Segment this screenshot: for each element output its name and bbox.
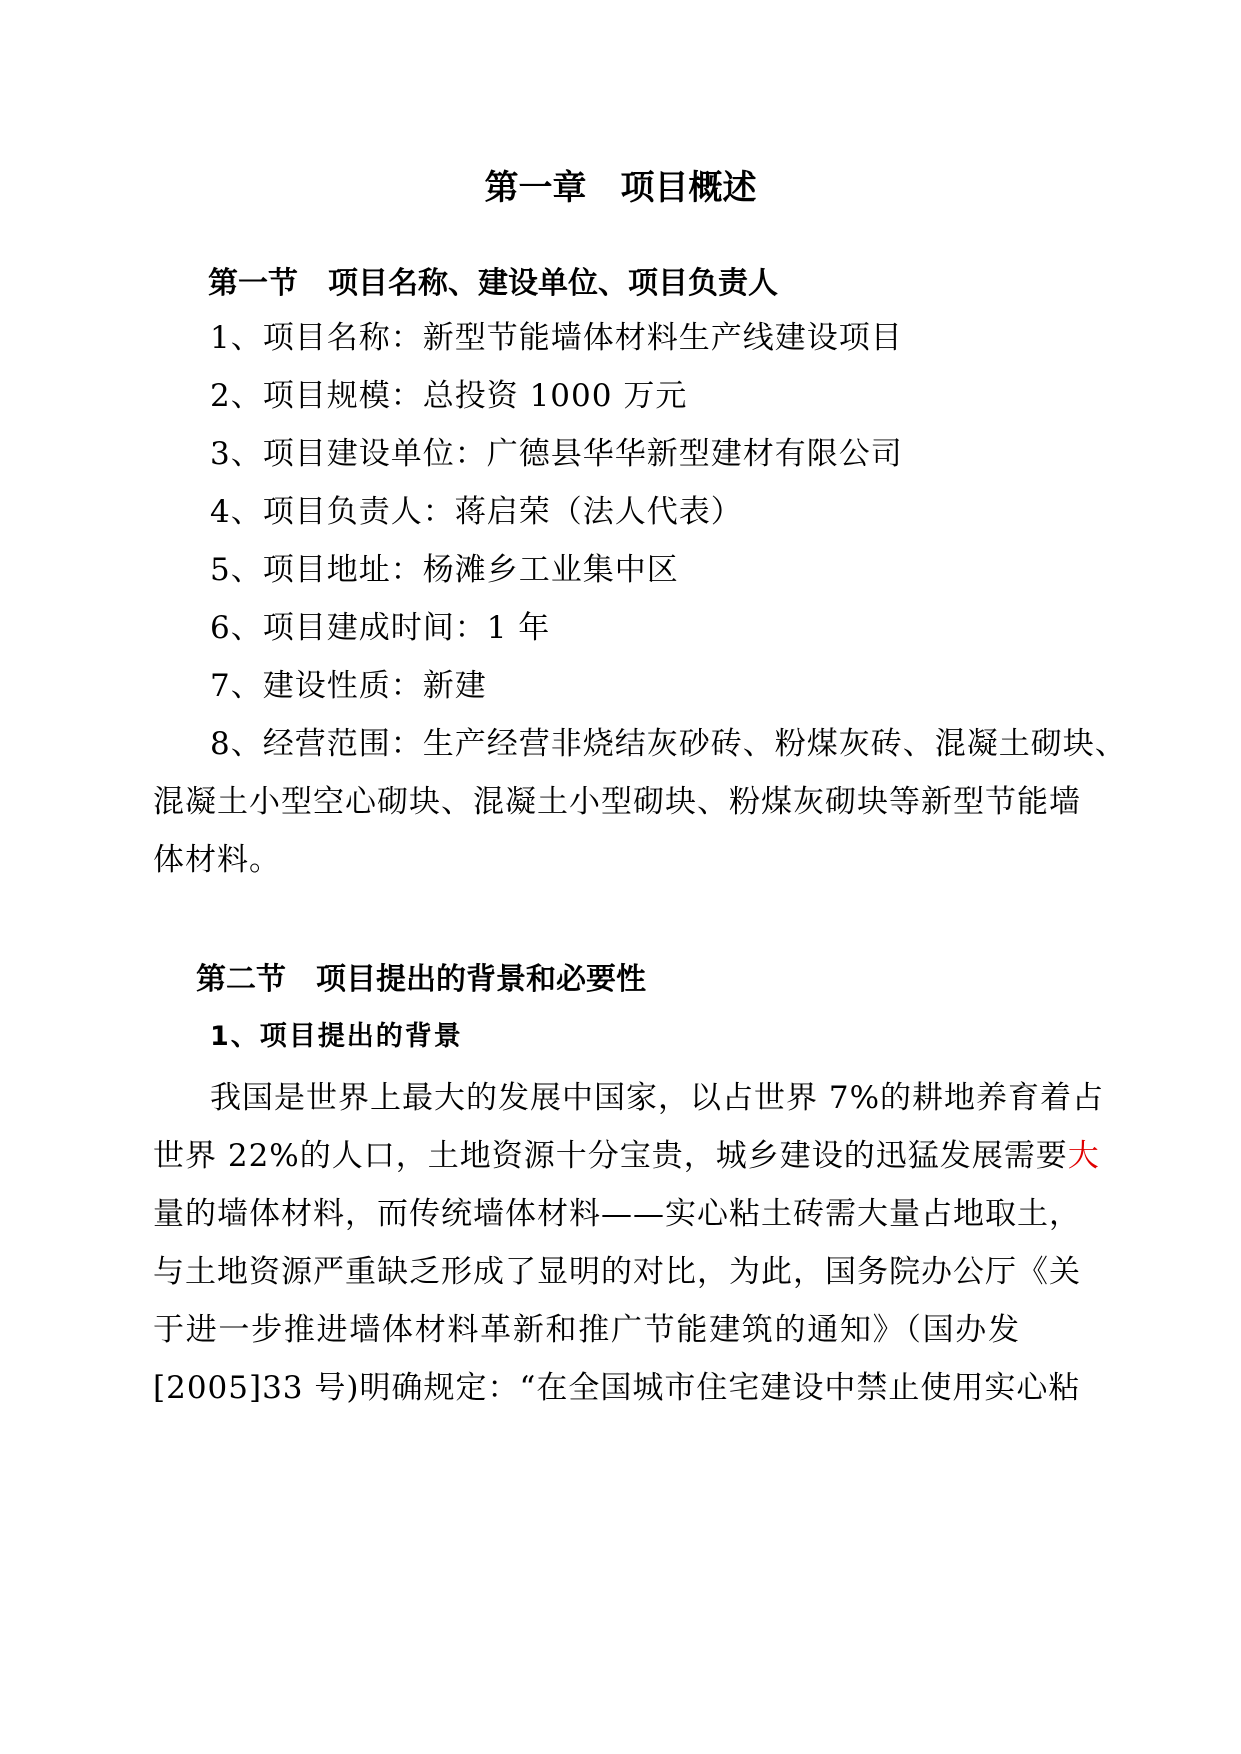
list-item: 7、建设性质：新建: [210, 668, 487, 704]
paragraph-line: [153, 1130, 1100, 1175]
list-item: 2、项目规模：总投资 1000 万元: [210, 378, 688, 414]
paragraph-line: 于进一步推进墙体材料革新和推广节能建筑的通知》（国办发: [153, 1312, 1020, 1348]
list-item: 4、项目负责人：蒋启荣（法人代表）: [210, 494, 743, 530]
paragraph-line: 我国是世界上最大的发展中国家，以占世界 7%的耕地养育着占: [210, 1080, 1105, 1116]
subsection-title: 1、项目提出的背景: [210, 1021, 463, 1052]
list-item: 3、项目建设单位：广德县华华新型建材有限公司: [210, 436, 903, 472]
highlighted-text: 大: [1067, 1138, 1100, 1174]
paragraph-line: [2005]33 号)明确规定：“在全国城市住宅建设中禁止使用实心粘: [153, 1370, 1081, 1406]
paragraph-text: 世界 22%的人口，土地资源十分宝贵，城乡建设的迅猛发展需要: [153, 1138, 1068, 1174]
paragraph-line: 量的墙体材料，而传统墙体材料——实心粘土砖需大量占地取土，: [153, 1196, 1081, 1232]
list-item-scope-line: 8、经营范围：生产经营非烧结灰砂砖、粉煤灰砖、混凝土砌块、: [210, 726, 1127, 762]
paragraph-line: 与土地资源严重缺乏形成了显明的对比，为此，国务院办公厅《关: [153, 1254, 1081, 1290]
list-item-scope-line: 混凝土小型空心砌块、混凝土小型砌块、粉煤灰砌块等新型节能墙: [153, 784, 1081, 820]
list-item: 1、项目名称：新型节能墙体材料生产线建设项目: [210, 320, 903, 356]
list-item: 6、项目建成时间：1 年: [210, 610, 551, 646]
list-item: 5、项目地址：杨滩乡工业集中区: [210, 552, 679, 588]
section-title: 第一节 项目名称、建设单位、项目负责人: [208, 266, 778, 301]
chapter-title: 第一章 项目概述: [484, 168, 757, 208]
section-title: 第二节 项目提出的背景和必要性: [196, 962, 646, 997]
list-item-scope-line: 体材料。: [153, 842, 281, 878]
